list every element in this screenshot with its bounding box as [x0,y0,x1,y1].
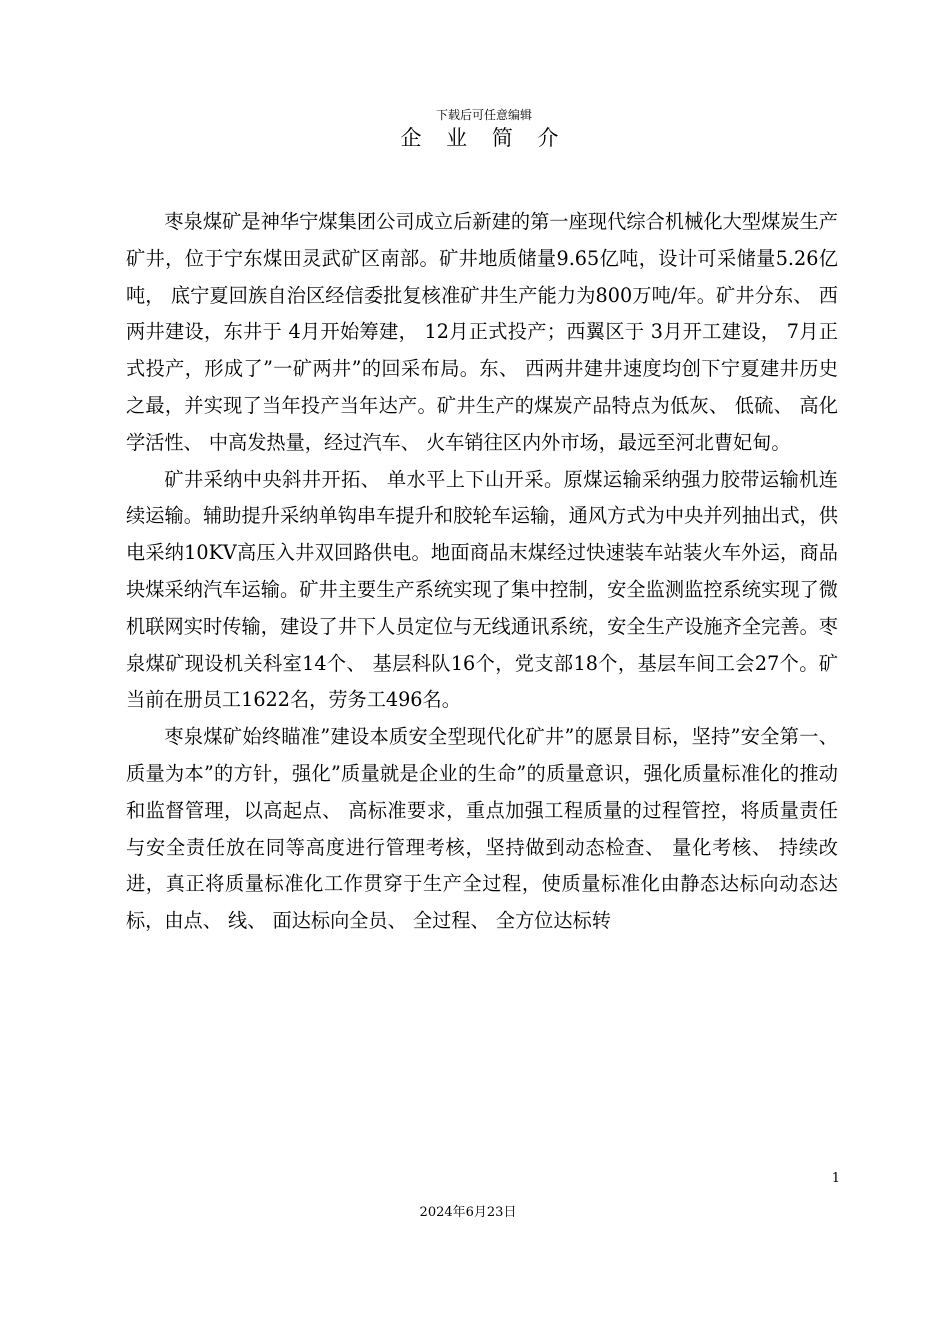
paragraph-1: 枣泉煤矿是神华宁煤集团公司成立后新建的第一座现代综合机械化大型煤炭生产矿井，位于宁东煤田灵武矿区南部。矿井地质储量9.65亿吨，设计可采储量5.26亿吨， 底宁夏回族自治区经信委批复核准矿井生产能力为800万吨/年。矿井分东、 西两井建设，东井于 4月开始筹建， 12月正式投产；西翼区于 3月开工建设， 7月正式投产，形成了”一矿两井”的回采布局。东、 西两井建井速度均创下宁夏建井历史之最，并实现了当年投产当年达产。矿井生产的煤炭产品特点为低灰、 低硫、 高化学活性、 中高发热量，经过汽车、 火车销往区内外市场，最远至河北曹妃甸。 [126,210,838,454]
paragraph-3: 枣泉煤矿始终瞄准”建设本质安全型现代化矿井”的愿景目标，坚持”安全第一、 质量为本”的方针，强化”质量就是企业的生命”的质量意识，强化质量标准化的推动和监督管理，以高起点、 高标准要求，重点加强工程质量的过程管控，将质量责任与安全责任放在同等高度进行管理考核，坚持做到动态检查、 量化考核、 持续改进，真正将质量标准化工作贯穿于生产全过程，使质量标准化由静态达标向动态达标，由点、 线、 面达标向全员、 全过程、 全方位达标转 [126,725,838,933]
page-number: 1 [831,1171,840,1186]
paragraph-2: 矿井采纳中央斜井开拓、 单水平上下山开采。原煤运输采纳强力胶带运输机连续运输。辅助提升采纳单钩串车提升和胶轮车运输，通风方式为中央并列抽出式，供电采纳10KV高压入井双回路供电。地面商品末煤经过快速装车站装火车外运，商品块煤采纳汽车运输。矿井主要生产系统实现了集中控制，安全监测监控系统实现了微机联网实时传输，建设了井下人员定位与无线通讯系统，安全生产设施齐全完善。枣泉煤矿现设机关科室14个、 基层科队16个，党支部18个，基层车间工会27个。矿当前在册员工1622名，劳务工496名。 [126,467,838,712]
document-title: 企 业 简 介 [400,126,568,150]
header-note: 下载后可任意编辑 [435,108,532,122]
document-body [126,204,838,940]
footer-date: 2024年6月23日 [419,1205,517,1220]
